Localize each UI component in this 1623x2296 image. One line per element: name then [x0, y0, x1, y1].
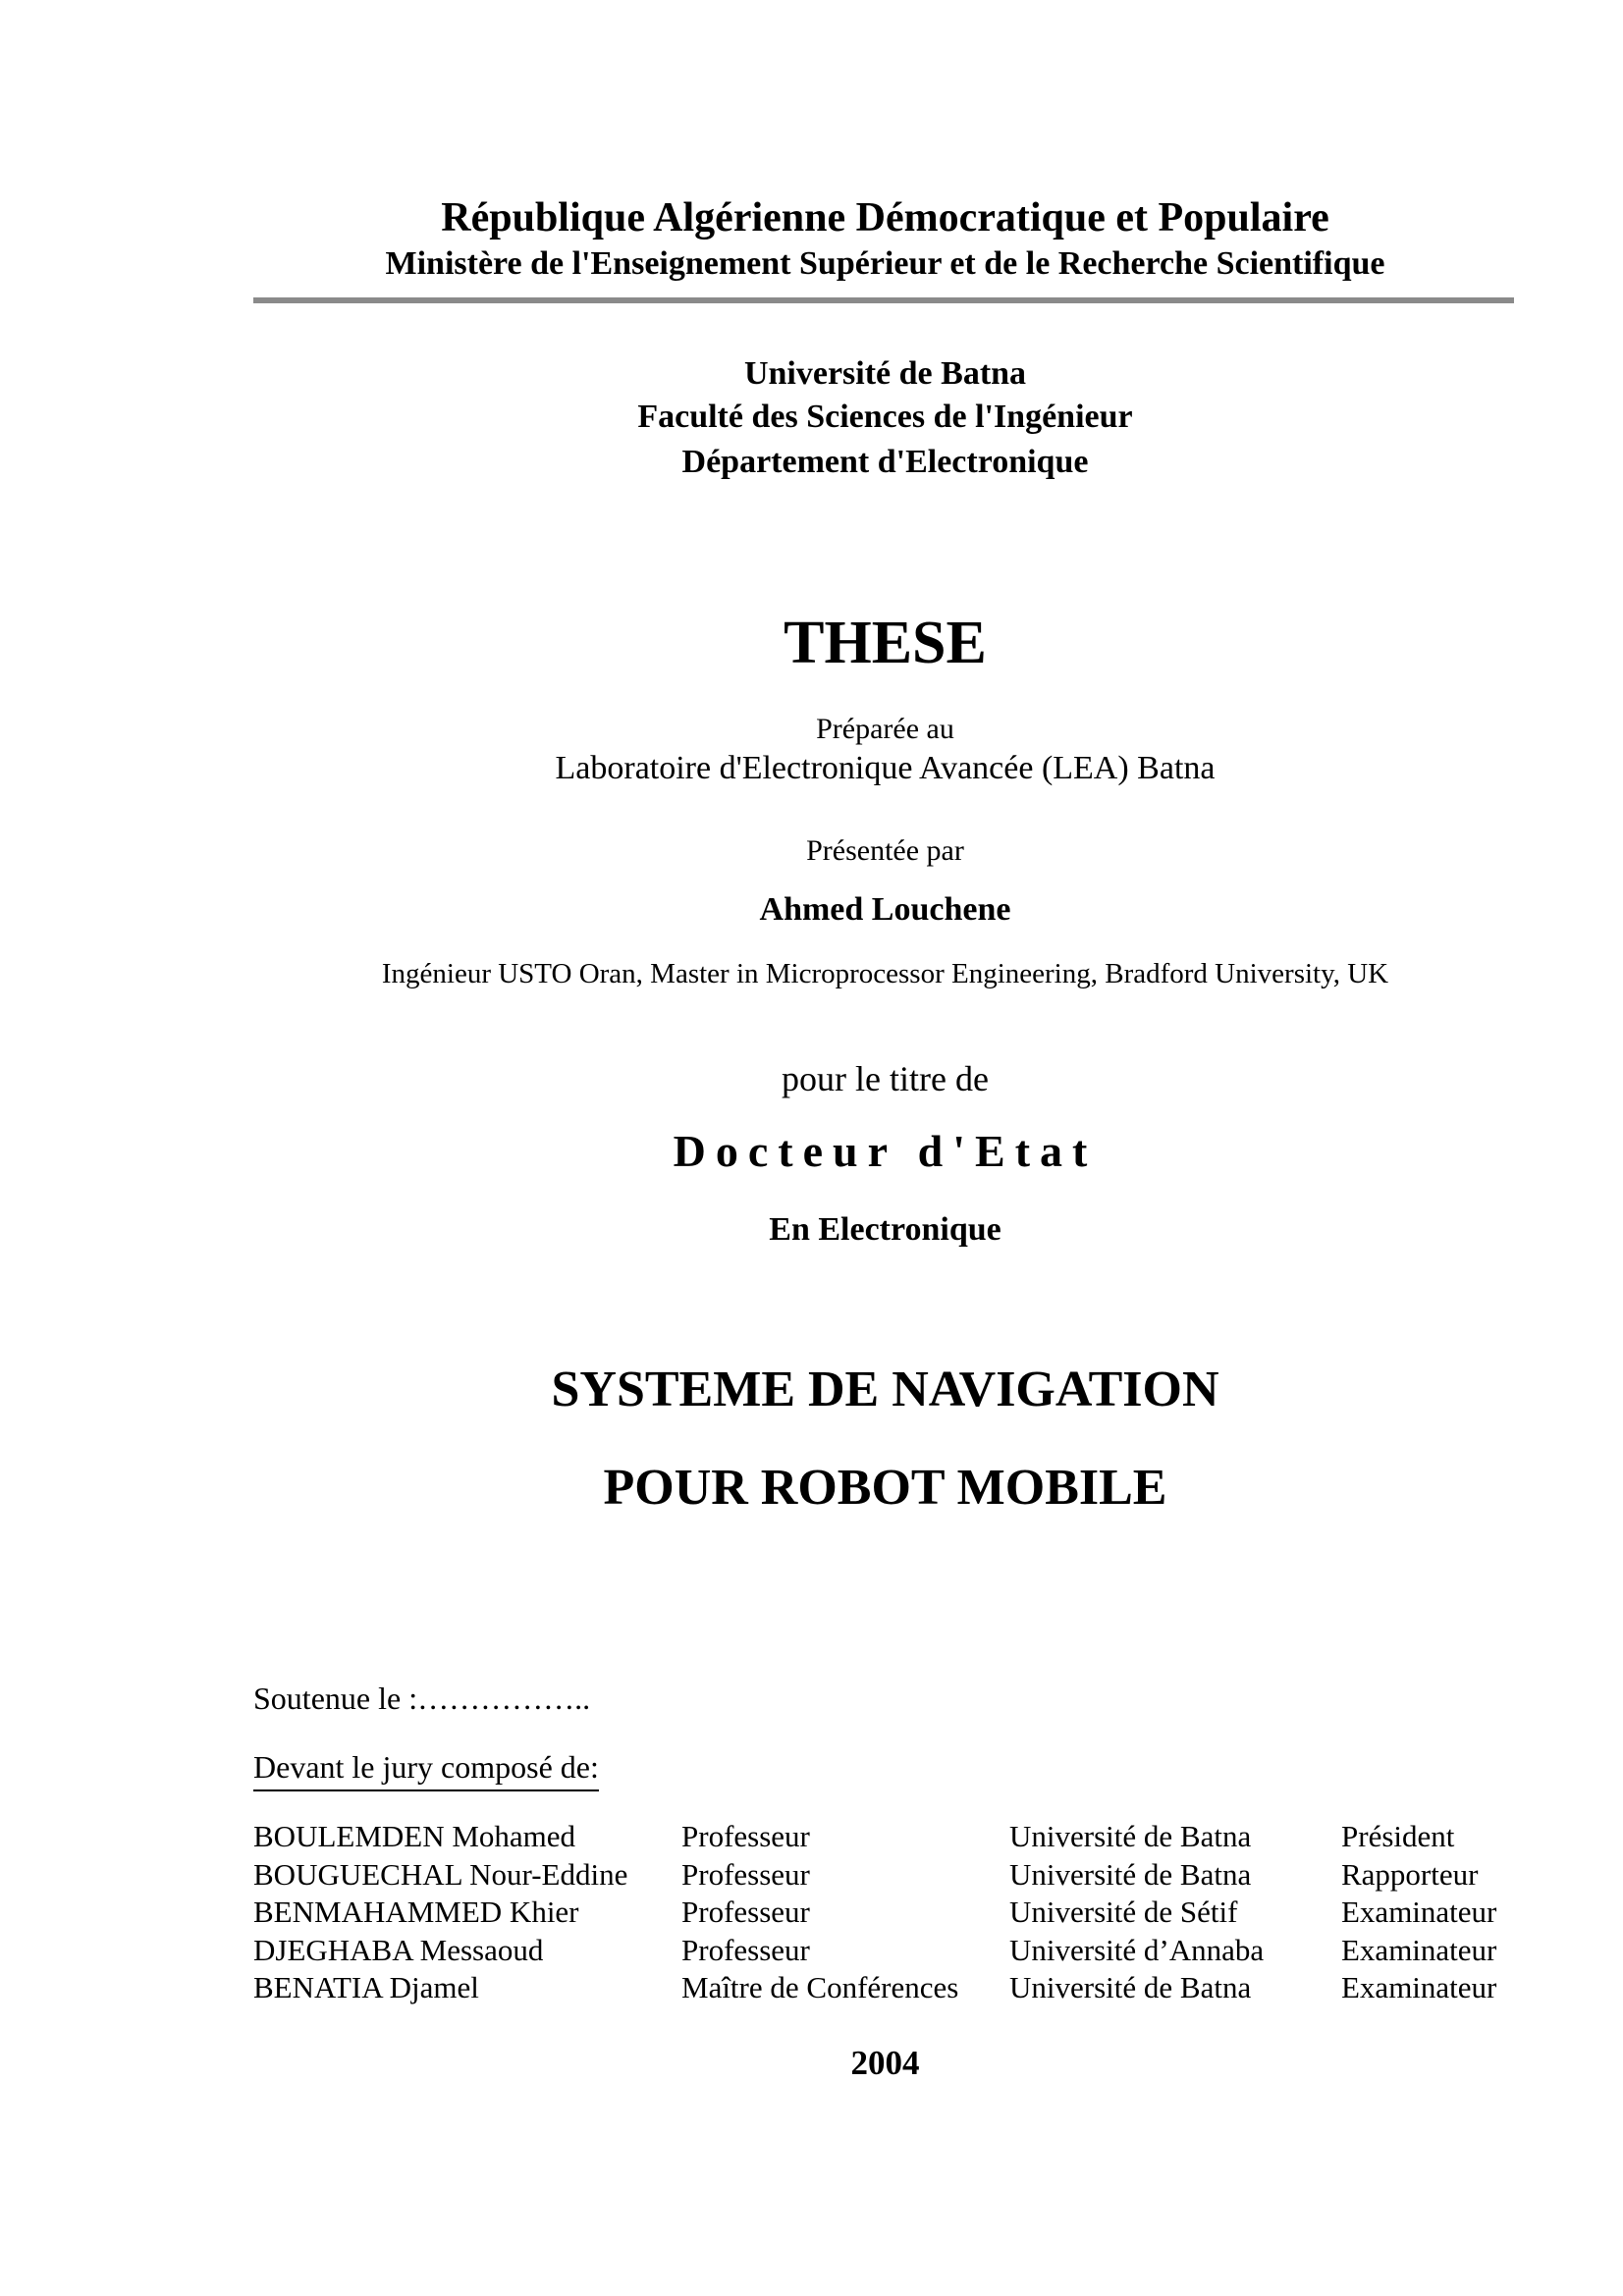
jury-member-rank: Professeur	[681, 1856, 810, 1892]
jury-member-role: Rapporteur	[1341, 1856, 1479, 1892]
jury-member-university: Université d’Annaba	[1009, 1932, 1265, 1967]
jury-member-rank: Maître de Conférences	[681, 1970, 959, 2004]
thesis-year: 2004	[850, 2044, 920, 2082]
jury-member-role: Examinateur	[1341, 1932, 1497, 1967]
jury-member-university: Université de Batna	[1009, 1970, 1252, 2004]
jury-member-rank: Professeur	[681, 1895, 810, 1929]
presented-label: Présentée par	[806, 834, 964, 867]
author-credentials: Ingénieur USTO Oran, Master in Microprocessor Engineering, Bradford University, UK	[381, 958, 1389, 989]
jury-member-university: Université de Sétif	[1009, 1895, 1238, 1929]
republic-heading: République Algérienne Démocratique et Populaire	[441, 195, 1329, 240]
defense-date: Soutenue le :……………..	[253, 1681, 591, 1716]
jury-member-role: Président	[1341, 1819, 1455, 1853]
jury-member-name: BOUGUECHAL Nour-Eddine	[253, 1856, 628, 1892]
jury-member-name: BOULEMDEN Mohamed	[253, 1819, 576, 1853]
jury-member-role: Examinateur	[1341, 1895, 1497, 1929]
jury-member-rank: Professeur	[681, 1932, 810, 1967]
jury-member-name: BENATIA Djamel	[253, 1970, 479, 2004]
prepared-label: Préparée au	[816, 713, 954, 745]
degree-specialty: En Electronique	[769, 1211, 1001, 1248]
jury-member-university: Université de Batna	[1009, 1819, 1252, 1853]
jury-heading: Devant le jury composé de:	[253, 1749, 599, 1791]
university-name: Université de Batna	[743, 355, 1027, 392]
thesis-title-line-2: POUR ROBOT MOBILE	[603, 1460, 1167, 1516]
degree-label: pour le titre de	[782, 1059, 989, 1098]
jury-member-name: DJEGHABA Messaoud	[253, 1932, 544, 1967]
ministry-heading: Ministère de l'Enseignement Supérieur et de le Recherche Scientifique	[385, 245, 1385, 282]
jury-member-rank: Professeur	[681, 1819, 810, 1853]
jury-member-name: BENMAHAMMED Khier	[253, 1895, 579, 1929]
document-type: THESE	[784, 610, 987, 676]
laboratory-name: Laboratoire d'Electronique Avancée (LEA) Batna	[555, 750, 1216, 786]
department-name: Département d'Electronique	[681, 444, 1089, 480]
author-name: Ahmed Louchene	[759, 891, 1011, 928]
faculty-name: Faculté des Sciences de l'Ingénieur	[637, 399, 1133, 435]
thesis-title-line-1: SYSTEME DE NAVIGATION	[551, 1362, 1219, 1417]
header-divider	[253, 297, 1514, 303]
jury-member-role: Examinateur	[1341, 1970, 1497, 2004]
degree-name: Docteur d'Etat	[673, 1126, 1098, 1176]
jury-member-university: Université de Batna	[1009, 1856, 1252, 1892]
